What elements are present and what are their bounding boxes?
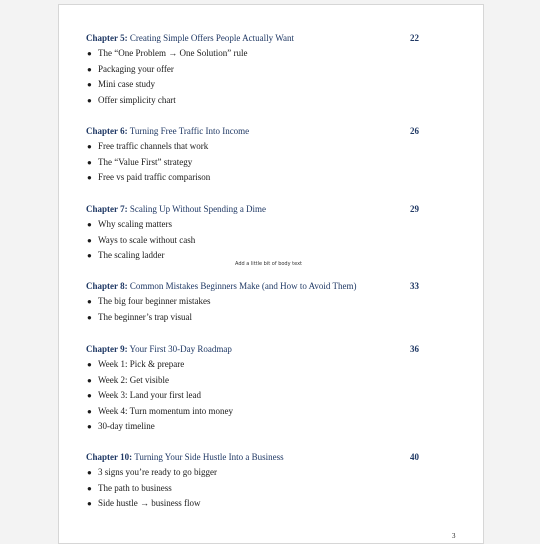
list-item-text: The path to business <box>98 482 172 493</box>
document-page <box>58 4 484 544</box>
list-item-text: Week 4: Turn momentum into money <box>98 405 234 416</box>
bullet-icon: ● <box>87 235 92 245</box>
list-item <box>86 388 422 404</box>
list-item-text: The “Value First” strategy <box>98 156 193 167</box>
chapter-label: Chapter 7: <box>86 204 128 214</box>
list-item <box>86 357 422 373</box>
list-item-text: Week 1: Pick & prepare <box>98 359 185 369</box>
bullet-icon: ● <box>87 49 92 58</box>
list-item <box>86 404 422 420</box>
list-item <box>86 77 422 93</box>
chapter-label: Chapter 8: <box>86 281 128 291</box>
list-item <box>86 139 422 155</box>
chapter-page-number: 36 <box>410 344 419 354</box>
bullet-icon: ● <box>87 251 92 261</box>
chapter-label: Chapter 5: <box>86 33 128 43</box>
list-item-text: Why scaling matters <box>98 219 172 229</box>
list-item-text: Ways to scale without cash <box>98 234 196 245</box>
list-item <box>86 217 422 233</box>
chapter-title: Common Mistakes Beginners Make (and How to Avoid Them) <box>129 281 357 291</box>
chapter-heading[interactable] <box>86 202 422 217</box>
chapter-items <box>86 139 422 186</box>
bullet-icon: ● <box>87 80 92 90</box>
chapter-title: Turning Free Traffic Into Income <box>129 126 250 136</box>
list-item-text: Week 2: Get visible <box>98 374 170 385</box>
chapter-page-number: 40 <box>410 452 419 462</box>
chapter-heading[interactable] <box>86 124 422 139</box>
list-item <box>86 233 422 249</box>
chapter-label: Chapter 9: <box>86 344 128 354</box>
chapter-title: Your First 30-Day Roadmap <box>129 344 232 354</box>
list-item-text: 3 signs you’re ready to go bigger <box>98 467 217 477</box>
bullet-icon: ● <box>87 173 92 183</box>
list-item <box>86 419 422 435</box>
bullet-icon: ● <box>87 422 92 432</box>
chapter-page-number: 33 <box>410 281 419 291</box>
chapter-heading[interactable] <box>86 342 422 357</box>
list-item <box>86 62 422 78</box>
list-item-text: Side hustle → business flow <box>98 498 201 509</box>
toc-chapter-5[interactable] <box>86 31 422 108</box>
list-item-text: Mini case study <box>98 79 155 90</box>
toc-chapter-7[interactable] <box>86 202 422 264</box>
bullet-icon: ● <box>87 406 92 416</box>
chapter-items <box>86 217 422 264</box>
toc-chapter-9[interactable] <box>86 342 422 435</box>
chapter-heading[interactable] <box>86 450 422 465</box>
page-number: 3 <box>452 532 456 540</box>
bullet-icon: ● <box>87 360 92 369</box>
chapter-items <box>86 294 422 325</box>
chapter-heading[interactable] <box>86 31 422 46</box>
bullet-icon: ● <box>87 312 92 322</box>
chapter-items <box>86 46 422 108</box>
toc-chapter-6[interactable] <box>86 124 422 186</box>
bullet-icon: ● <box>87 297 92 306</box>
bullet-icon: ● <box>87 391 92 401</box>
chapter-items <box>86 357 422 435</box>
list-item-text: The scaling ladder <box>98 250 165 261</box>
chapter-title: Scaling Up Without Spending a Dime <box>129 204 267 214</box>
list-item-text: Packaging your offer <box>98 63 174 74</box>
list-item-text: The beginner’s trap visual <box>98 311 193 322</box>
toc-chapter-10[interactable] <box>86 450 422 512</box>
chapter-page-number: 29 <box>410 204 419 214</box>
list-item <box>86 155 422 171</box>
list-item-text: Free vs paid traffic comparison <box>98 172 211 183</box>
bullet-icon: ● <box>87 483 92 493</box>
chapter-page-number: 26 <box>410 126 419 136</box>
list-item-text: 30-day timeline <box>98 421 155 432</box>
chapter-title: Turning Your Side Hustle Into a Business <box>134 452 284 462</box>
bullet-icon: ● <box>87 157 92 167</box>
chapter-page-number: 22 <box>410 33 419 43</box>
list-item <box>86 310 422 326</box>
list-item <box>86 46 422 62</box>
bullet-icon: ● <box>87 499 92 509</box>
list-item <box>86 373 422 389</box>
list-item-text: Week 3: Land your first lead <box>98 390 201 401</box>
list-item-text: The “One Problem → One Solution” rule <box>98 48 248 58</box>
list-item-text: Offer simplicity chart <box>98 94 176 105</box>
chapter-title: Creating Simple Offers People Actually Want <box>129 33 295 43</box>
bullet-icon: ● <box>87 142 92 151</box>
chapter-label: Chapter 6: <box>86 126 128 136</box>
bullet-icon: ● <box>87 64 92 74</box>
body-text-placeholder[interactable]: Add a little bit of body text <box>235 261 303 267</box>
bullet-icon: ● <box>87 220 92 229</box>
bullet-icon: ● <box>87 95 92 105</box>
bullet-icon: ● <box>87 468 92 477</box>
chapter-heading[interactable] <box>86 279 422 294</box>
chapter-items <box>86 465 422 512</box>
list-item-text: Free traffic channels that work <box>98 141 209 151</box>
list-item <box>86 294 422 310</box>
list-item <box>86 481 422 497</box>
list-item-text: The big four beginner mistakes <box>98 296 211 306</box>
list-item <box>86 93 422 109</box>
list-item <box>86 496 422 512</box>
chapter-label: Chapter 10: <box>86 452 133 462</box>
list-item <box>86 465 422 481</box>
list-item <box>86 170 422 186</box>
bullet-icon: ● <box>87 375 92 385</box>
toc-chapter-8[interactable] <box>86 279 422 325</box>
